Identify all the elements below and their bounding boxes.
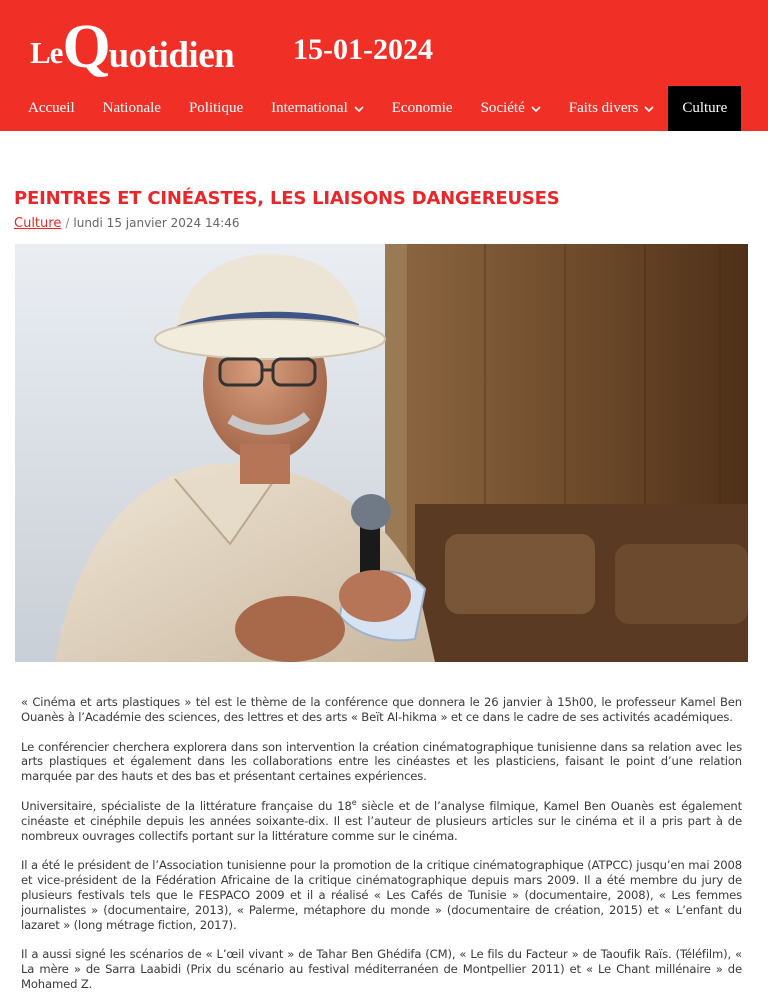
- superscript: e: [351, 798, 357, 808]
- article-paragraph: [21, 799, 742, 843]
- article-paragraph: Le conférencier cherchera explorera dans son intervention la création cinématographique tunisienne dans sa relation avec les arts plastiques et également dans les collaborations entre les cinéastes et les plasticiens, faisant le point d’une relation marquée par des hauts et des bas et présentant certaines expériences.: [21, 739, 742, 784]
- article-title: PEINTRES ET CINÉASTES, LES LIAISONS DANGEREUSES: [14, 188, 560, 209]
- paragraph-text-end: siècle et de l’analyse filmique, Kamel Ben Ouanès est également cinéaste et cinéphile depuis les années soixante-dix. Il est l’auteur de plusieurs articles sur le cinéma et il a pris part à de nombreux ouvrages collectifs portant sur la littérature comme sur le cinéma.: [21, 798, 742, 843]
- paragraph-text-start: Universitaire, spécialiste de la littérature française du 18: [21, 798, 352, 813]
- logo-q: Q: [62, 13, 111, 81]
- nav-item-faits-divers[interactable]: [555, 86, 669, 131]
- main-nav: [14, 86, 741, 131]
- meta-separator: /: [65, 216, 70, 230]
- nav-item-societe[interactable]: [467, 86, 555, 131]
- nav-label: Faits divers: [568, 100, 639, 116]
- nav-label: Société: [480, 100, 525, 116]
- logo-rest: uotidien: [108, 35, 235, 76]
- article-photo-illustration: [15, 244, 748, 662]
- chevron-down-icon: [531, 106, 541, 112]
- nav-label: International: [271, 100, 348, 116]
- article-date: lundi 15 janvier 2024 14:46: [73, 216, 240, 230]
- nav-item-international[interactable]: [257, 86, 378, 131]
- header-date: 15-01-2024: [293, 33, 433, 66]
- nav-item-accueil[interactable]: [14, 86, 89, 131]
- nav-item-culture[interactable]: [668, 86, 741, 131]
- chevron-down-icon: [644, 106, 654, 112]
- nav-item-nationale[interactable]: [89, 86, 175, 131]
- nav-label: Accueil: [28, 100, 75, 116]
- nav-label: Culture: [682, 100, 728, 116]
- article-paragraph: Il a été le président de l’Association tunisienne pour la promotion de la critique cinématographique (ATPCC) jusqu’en mai 2008 et vice-président de la Fédération Africaine de la critique cinématographique depuis mars 2009. Il a été membre du jury de plusieurs festivals tels que le FESPACO 2009 et il a réalisé « Les Cafés de Tunisie » (documentaire, 2008), « Les femmes journalistes » (documentaire, 2013), « Palerme, métaphore du monde » (documentaire de création, 2015) et « L’enfant du lazaret » (long métrage fiction, 2017).: [21, 858, 742, 932]
- nav-item-economie[interactable]: [378, 86, 467, 131]
- article-paragraph: Il a aussi signé les scénarios de « L’œil vivant » de Tahar Ben Ghédifa (CM), « Le fils du Facteur » de Taoufik Raïs. (Téléfilm), « La mère » de Sarra Laabidi (Prix du scénario au festival méditerranéen de Montpellier 2011) et « Le Chant millénaire » de Mohamed Z.: [21, 947, 742, 991]
- site-logo[interactable]: [30, 13, 235, 81]
- nav-label: Economie: [391, 100, 453, 116]
- article-meta: [14, 216, 240, 231]
- logo-le: Le: [30, 35, 63, 70]
- nav-label: Politique: [188, 100, 244, 116]
- nav-item-politique[interactable]: [175, 86, 257, 131]
- article-photo: [15, 244, 748, 662]
- article-paragraph: « Cinéma et arts plastiques » tel est le thème de la conférence que donnera le 26 janvier à 15h00, le professeur Kamel Ben Ouanès à l’Académie des sciences, des lettres et des arts « Beït Al-hikma » et ce dans le cadre de ses activités académiques.: [21, 695, 742, 724]
- chevron-down-icon: [354, 106, 364, 112]
- site-header: [0, 0, 768, 131]
- nav-label: Nationale: [102, 100, 161, 116]
- category-link[interactable]: Culture: [14, 216, 62, 231]
- article-body: [21, 695, 742, 1007]
